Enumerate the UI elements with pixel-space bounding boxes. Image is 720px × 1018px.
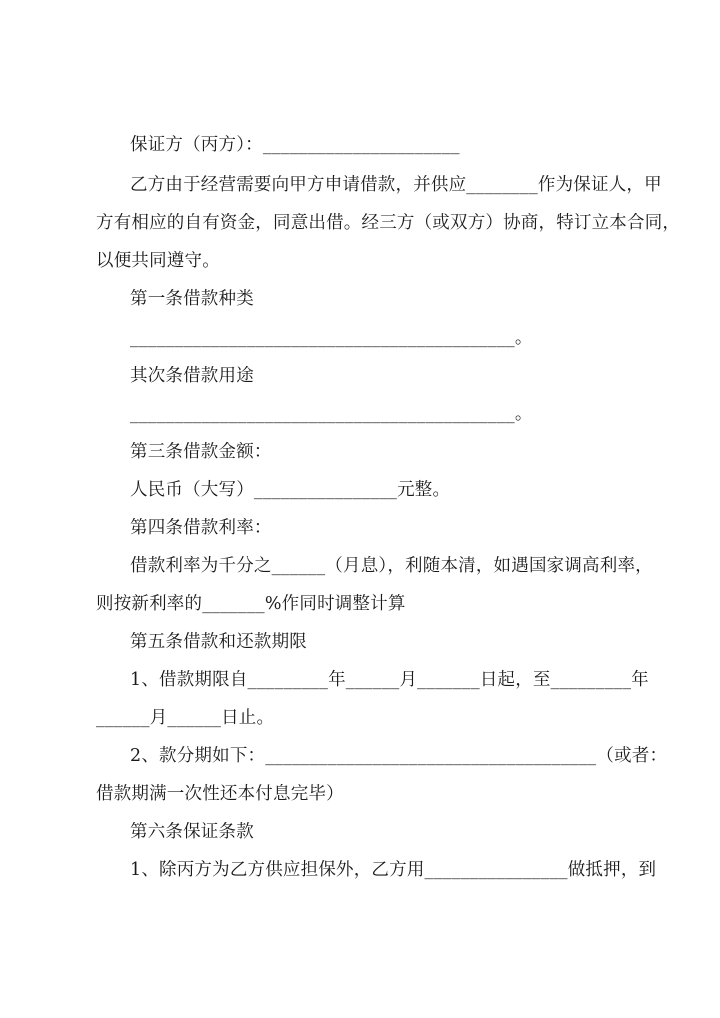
paragraph-line: 借款利率为千分之______（月息），利随本清，如遇国家调高利率， (130, 556, 653, 576)
paragraph-line: ______月______日止。 (96, 708, 275, 728)
paragraph-line: 方有相应的自有资金，同意出借。经三方（或双方）协商，特订立本合同， (96, 213, 681, 233)
paragraph-line: 则按新利率的_______%作同时调整计算 (96, 594, 406, 614)
article-heading-1: 第一条借款种类 (130, 289, 254, 309)
blank-line: ___________________________________________。 (130, 328, 533, 348)
paragraph-line: 1、借款期限自_________年______月_______日起，至_________年 (130, 670, 649, 690)
paragraph-line: 2、款分期如下：_____________________________________（或者： (130, 746, 668, 766)
paragraph-line: 乙方由于经营需要向甲方申请借款，并供应________作为保证人，甲 (130, 175, 662, 195)
paragraph-line: 1、除丙方为乙方供应担保外，乙方用________________做抵押，到 (130, 860, 657, 880)
article-heading-3: 第三条借款金额： (130, 442, 272, 462)
article-heading-4: 第四条借款利率： (130, 518, 272, 538)
article-heading-6: 第六条保证条款 (130, 822, 254, 842)
paragraph-line: 借款期满一次性还本付息完毕） (96, 784, 344, 804)
blank-line: ___________________________________________。 (130, 404, 533, 424)
amount-line: 人民币（大写）________________元整。 (130, 480, 451, 500)
paragraph-line: 以便共同遵守。 (96, 251, 220, 271)
guarantor-line: 保证方（丙方）：______________________ (130, 135, 460, 155)
article-heading-5: 第五条借款和还款期限 (130, 632, 307, 652)
article-heading-2: 其次条借款用途 (130, 366, 254, 386)
